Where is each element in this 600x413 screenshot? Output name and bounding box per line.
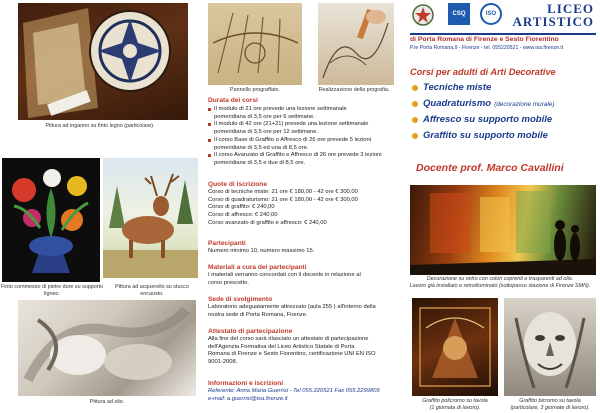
durata-list	[208, 106, 394, 168]
csq-logo-icon: CSQ	[448, 3, 470, 25]
middle-column	[200, 0, 400, 413]
right-column	[400, 0, 600, 413]
durata-item: Il corso Avanzato di Graffito e Affresco di 26 ore prevede 3 lezioni pomeridiane di 3,5 e due di 8,5 ore.	[208, 152, 394, 167]
pietra-dura-caption: Finto commesso di pietre dure su supporto ligneo.	[0, 284, 104, 297]
courses-title: Corsi per adulti di Arti Decorative	[410, 67, 556, 77]
oil-painting-image	[18, 300, 196, 396]
italy-emblem-icon	[412, 3, 434, 27]
attestato-text: Alla fine del corso sarà rilasciato un attestato di partecipazione dell'Agenzia Formativa del Liceo Artistico Statale di Porta Romana di Firenze e Sesto Fiorentino, certificazione UNI EN ISO 9001-2008.	[208, 336, 376, 366]
bullet-icon	[412, 117, 418, 123]
drawing-caption: Realizzazione della prografia.	[318, 87, 390, 93]
attestato-heading: Attestato di partecipazione	[208, 328, 293, 335]
sede-heading: Sede di svolgimento	[208, 296, 273, 303]
durata-item: Il modulo di 21 ore prevede una lezione settimanale pomeridiana di 3,5 ore per 6 settimane.	[208, 106, 394, 121]
bullet-icon	[412, 85, 418, 91]
partecipanti-text: Numero minimo 10, numero massimo 15.	[208, 248, 315, 254]
header-rule	[410, 33, 596, 35]
polychrome-caption: Graffito policromo su tavola (1 giornata di lavoro).	[422, 398, 488, 411]
materiali-text: I materiali verranno concordati con il docente in relazione al corso prescelto.	[208, 272, 361, 286]
glass-caption: Decorazione su vetro con colori coprenti e trasparenti ad olio. Lavoro già installato e retroilluminato (sottopasso stazione di Firenze SMN).	[409, 276, 591, 289]
contatti-heading: Informazioni e iscrizioni	[208, 380, 284, 387]
panel-caption: Pannello prograffato.	[230, 87, 280, 93]
trompe-loeil-inlay-image	[18, 3, 188, 120]
quote-list: Corso di tecniche miste: 21 ore € 180,00 - 42 ore € 300,00 Corso di quadraturismo: 21 ore € 180,00 - 42 ore € 300,00 Corso di graffito: € 240,00 Corso di affresco: € 240,00 Corso avanzato di graffito e affresco: € 240,00	[208, 189, 358, 226]
course-item: Affresco su supporto mobile	[412, 114, 598, 125]
durata-heading: Durata dei corsi	[208, 97, 258, 104]
iso-logo-icon: ISO	[480, 3, 502, 25]
left-column	[0, 0, 200, 413]
prografia-drawing-image	[318, 3, 394, 85]
course-item: Quadraturismo (decorazione murale)	[412, 98, 598, 109]
deer-watercolor-image	[103, 158, 198, 278]
sede-text: Laboratorio adeguatamente attrezzato (aula 255 ) all'interno della nostra sede di Porta Romana, Firenze.	[208, 304, 376, 318]
course-list	[412, 82, 598, 141]
oil-caption: Pittura ad olio.	[89, 399, 125, 405]
bichrome-caption: Graffito bicromo su tavola (particolare, 3 giornate di lavoro).	[510, 398, 590, 411]
quote-heading: Quote di iscrizione	[208, 181, 267, 188]
pietra-dura-image	[2, 158, 100, 282]
inlay-caption: Pittura ad inganno su finto legno (particolare).	[45, 123, 155, 129]
bullet-icon	[412, 133, 418, 139]
durata-item: Il modulo di 42 ore (21+21) prevede una lezione settimanale pomeridiana di 3,5 ore per 12 settimane.	[208, 121, 394, 136]
teacher-name: Docente prof. Marco Cavallini	[416, 162, 564, 174]
bichrome-graffito-image	[504, 298, 596, 396]
school-address: P.le Porta Romana,9 - Firenze - tel. 055220521 - www.isa.firenze.it	[410, 45, 564, 51]
prografted-panel-image	[208, 3, 302, 85]
partecipanti-heading: Partecipanti	[208, 240, 246, 247]
bullet-icon	[412, 101, 418, 107]
polychrome-graffito-image	[412, 298, 498, 396]
course-item: Tecniche miste	[412, 82, 598, 93]
glass-decoration-image	[410, 185, 596, 275]
contatti-text: Referente: Anna Maria Guerrisi - Tel 055.220521 Fax 055.2299809 e-mail: a.guerrisi@isa.firenze.it	[208, 388, 394, 403]
deer-caption: Pittura ad acquerello su stucco encausto.	[115, 284, 189, 297]
materiali-heading: Materiali a cura dei partecipanti	[208, 264, 307, 271]
durata-item: Il corso Base di Graffito o Affresco di 26 ore prevede 5 lezioni pomeridiane di 3,5 ed una di 8,5 ore.	[208, 137, 394, 152]
school-subtitle: di Porta Romana di Firenze e Sesto Fiorentino	[410, 36, 559, 43]
course-item: Graffito su supporto mobile	[412, 130, 598, 141]
school-name: LICEO ARTISTICO	[512, 1, 594, 29]
email-link[interactable]: e-mail: a.guerrisi@isa.firenze.it	[208, 395, 288, 402]
